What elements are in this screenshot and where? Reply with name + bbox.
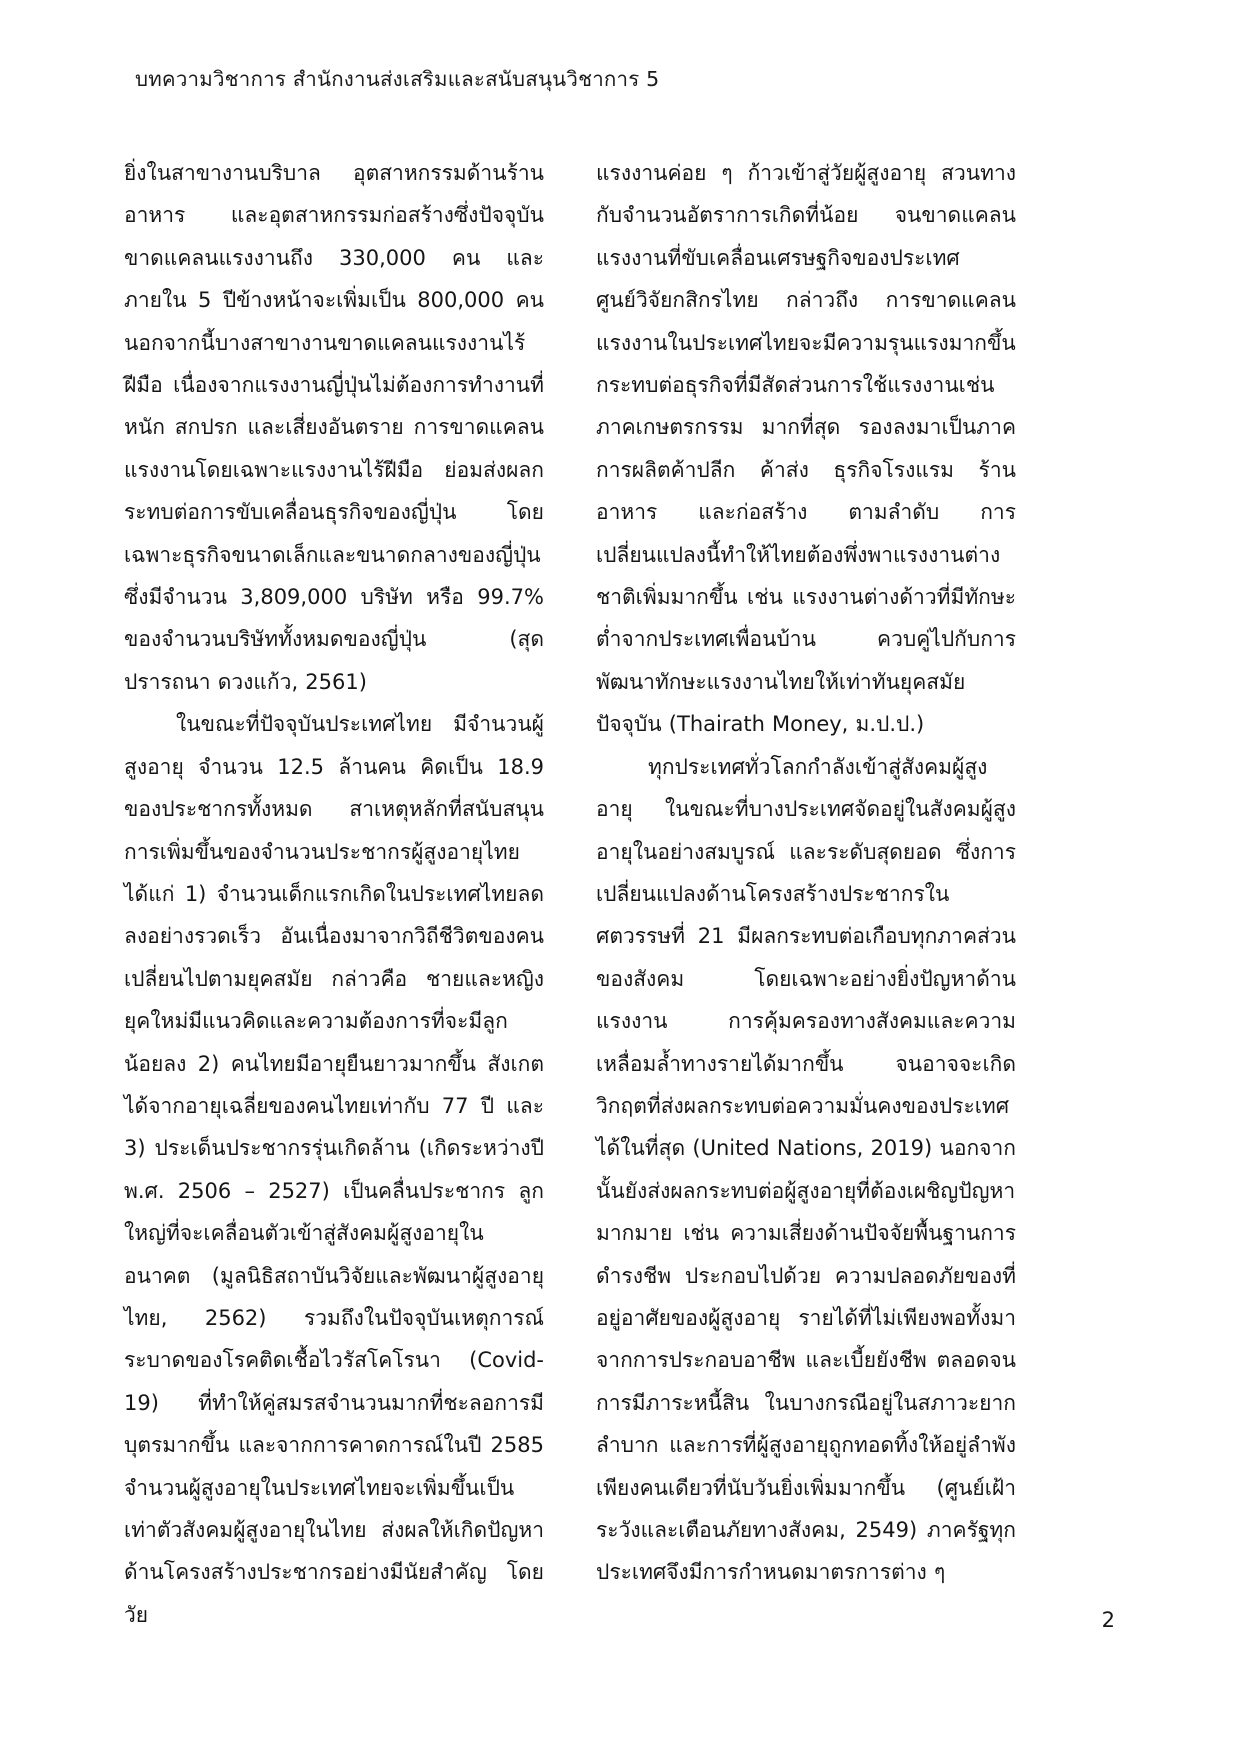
paragraph: ยิ่งในสาขางานบริบาล อุตสาหกรรมด้านร้านอาหาร และอุตสาหกรรมก่อสร้างซึ่งปัจจุบันขาดแคลนแรงงานถึง 330,000 คน และภายใน 5 ปีข้างหน้าจะเพิ่มเป็น 800,000 คน นอกจากนี้บางสาขางานขาดแคลนแรงงานไร้ฝีมือ เนื่องจากแรงงานญี่ปุ่นไม่ต้องการทำงานที่หนัก สกปรก และเสี่ยงอันตราย การขาดแคลนแรงงานโดยเฉพาะแรงงานไร้ฝีมือ ย่อมส่งผลกระทบต่อการขับเคลื่อนธุรกิจของญี่ปุ่น โดยเฉพาะธุรกิจขนาดเล็กและขนาดกลางของญี่ปุ่น ซึ่งมีจำนวน 3,809,000 บริษัท หรือ 99.7% ของจำนวนบริษัททั้งหมดของญี่ปุ่น (สุดปรารถนา ดวงแก้ว, 2561) <box>124 161 544 694</box>
paragraph: ในขณะที่ปัจจุบันประเทศไทย มีจำนวนผู้สูงอายุ จำนวน 12.5 ล้านคน คิดเป็น 18.9 ของประชากรทั้งหมด สาเหตุหลักที่สนับสนุนการเพิ่มขึ้นของจำนวนประชากรผู้สูงอายุไทย ได้แก่ 1) จำนวนเด็กแรกเกิดในประเทศไทยลดลงอย่างรวดเร็ว อันเนื่องมาจากวิถีชีวิตของคนเปลี่ยนไปตามยุคสมัย กล่าวคือ ชายและหญิง ยุคใหม่มีแนวคิดและความต้องการที่จะมีลูกน้อยลง 2) คนไทยมีอายุยืนยาวมากขึ้น สังเกตได้จากอายุเฉลี่ยของคนไทยเท่ากับ 77 ปี และ 3) ประเด็นประชากรรุ่นเกิดล้าน (เกิดระหว่างปี พ.ศ. 2506 – 2527) เป็นคลื่นประชากร ลูกใหญ่ที่จะเคลื่อนตัวเข้าสู่สังคมผู้สูงอายุในอนาคต (มูลนิธิสถาบันวิจัยและพัฒนาผู้สูงอายุไทย, 2562) รวมถึงในปัจจุบันเหตุการณ์ระบาดของโรคติดเชื้อไวรัสโคโรนา (Covid-19) ที่ทำให้คู่สมรสจำนวนมากที่ชะลอการมีบุตรมากขึ้น และจากการคาดการณ์ในปี 2585 จำนวนผู้สูงอายุในประเทศไทยจะเพิ่มขึ้นเป็นเท่าตัวสังคมผู้สูงอายุในไทย ส่งผลให้เกิดปัญหาด้านโครงสร้างประชากรอย่างมีนัยสำคัญ โดยวัย <box>124 712 544 1627</box>
running-head: บทความวิชาการ สำนักงานส่งเสริมและสนับสนุนวิชาการ 5 <box>135 67 660 91</box>
page-number: 2 <box>1101 1608 1115 1632</box>
right-column <box>596 152 1016 1594</box>
paragraph: แรงงานค่อย ๆ ก้าวเข้าสู่วัยผู้สูงอายุ สวนทางกับจำนวนอัตราการเกิดที่น้อย จนขาดแคลนแรงงานที่ขับเคลื่อนเศรษฐกิจของประเทศ ศูนย์วิจัยกสิกรไทย กล่าวถึง การขาดแคลนแรงงานในประเทศไทยจะมีความรุนแรงมากขึ้น กระทบต่อธุรกิจที่มีสัดส่วนการใช้แรงงานเช่น ภาคเกษตรกรรม มากที่สุด รองลงมาเป็นภาคการผลิตค้าปลีก ค้าส่ง ธุรกิจโรงแรม ร้านอาหาร และก่อสร้าง ตามลำดับ การเปลี่ยนแปลงนี้ทำให้ไทยต้องพึ่งพาแรงงานต่างชาติเพิ่มมากขึ้น เช่น แรงงานต่างด้าวที่มีทักษะต่ำจากประเทศเพื่อนบ้าน ควบคู่ไปกับการพัฒนาทักษะแรงงานไทยให้เท่าทันยุคสมัยปัจจุบัน (Thairath Money, ม.ป.ป.) <box>596 161 1016 737</box>
left-column <box>124 152 544 1636</box>
two-column-body <box>124 152 1114 1636</box>
paragraph: ทุกประเทศทั่วโลกกำลังเข้าสู่สังคมผู้สูงอายุ ในขณะที่บางประเทศจัดอยู่ในสังคมผู้สูงอายุในอย่างสมบูรณ์ และระดับสุดยอด ซึ่งการเปลี่ยนแปลงด้านโครงสร้างประชากรในศตวรรษที่ 21 มีผลกระทบต่อเกือบทุกภาคส่วนของสังคม โดยเฉพาะอย่างยิ่งปัญหาด้านแรงงาน การคุ้มครองทางสังคมและความเหลื่อมล้ำทางรายได้มากขึ้น จนอาจจะเกิดวิกฤตที่ส่งผลกระทบต่อความมั่นคงของประเทศได้ในที่สุด (United Nations, 2019) นอกจากนั้นยังส่งผลกระทบต่อผู้สูงอายุที่ต้องเผชิญปัญหามากมาย เช่น ความเสี่ยงด้านปัจจัยพื้นฐานการดำรงชีพ ประกอบไปด้วย ความปลอดภัยของที่อยู่อาศัยของผู้สูงอายุ รายได้ที่ไม่เพียงพอทั้งมาจากการประกอบอาชีพ และเบี้ยยังชีพ ตลอดจนการมีภาระหนี้สิน ในบางกรณีอยู่ในสภาวะยากลำบาก และการที่ผู้สูงอายุถูกทอดทิ้งให้อยู่ลำพังเพียงคนเดียวที่นับวันยิ่งเพิ่มมากขึ้น (ศูนย์เฝ้าระวังและเตือนภัยทางสังคม, 2549) ภาครัฐทุกประเทศจึงมีการกำหนดมาตรการต่าง ๆ <box>596 754 1016 1585</box>
